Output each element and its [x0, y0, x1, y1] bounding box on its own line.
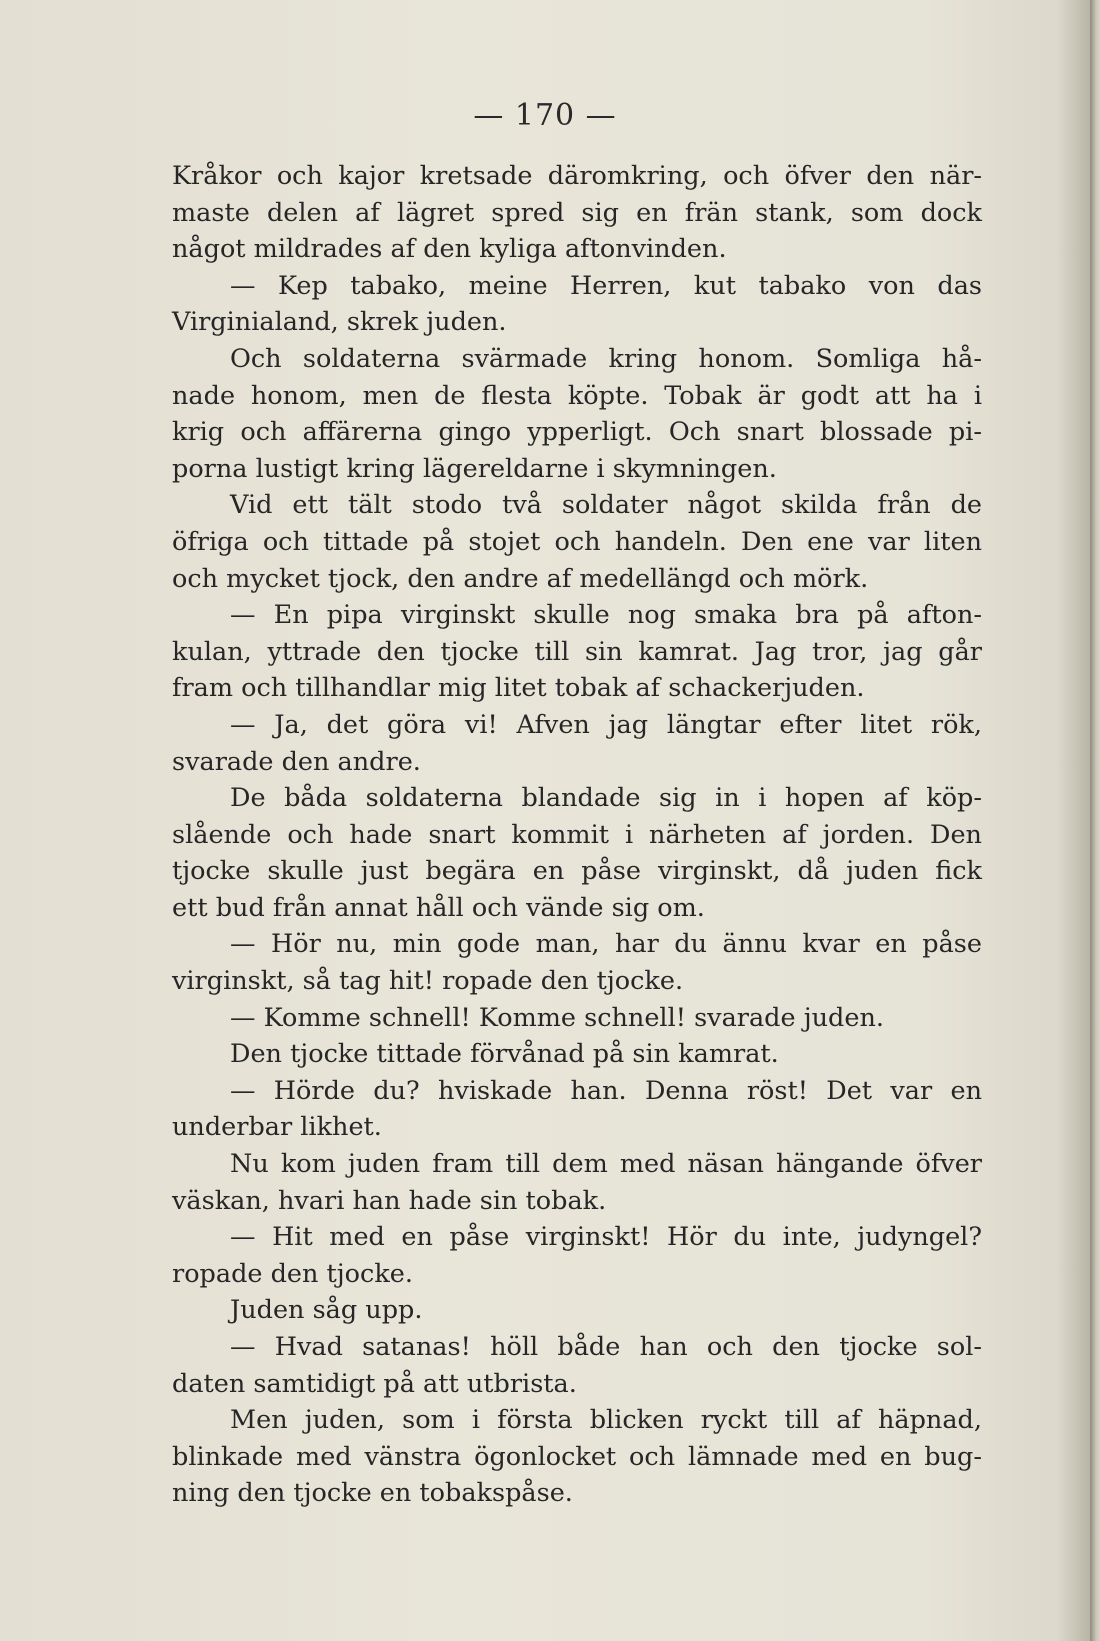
- text-line: — Hörde du? hviskade han. Denna röst! Det var en: [230, 1075, 982, 1106]
- text-line: ett bud från annat håll och vände sig om.: [172, 892, 705, 923]
- text-line: — Hvad satanas! höll både han och den tjocke sol-: [230, 1332, 982, 1362]
- text-line: — En pipa virginskt skulle nog smaka bra på afton-: [230, 600, 982, 631]
- text-line: — Hör nu, min gode man, har du ännu kvar en påse: [230, 929, 982, 960]
- text-line: krig och affärerna gingo ypperligt. Och snart blossade pi-: [172, 417, 982, 448]
- text-line: Och soldaterna svärmade kring honom. Somliga hå-: [230, 343, 982, 374]
- text-line: ropade den tjocke.: [172, 1258, 413, 1289]
- text-line: kulan, yttrade den tjocke till sin kamrat. Jag tror, jag går: [172, 636, 982, 667]
- page-number: — 170 —: [473, 98, 617, 133]
- text-line: virginskt, så tag hit! ropade den tjocke.: [172, 966, 684, 997]
- text-line: — Kep tabako, meine Herren, kut tabako von das: [230, 270, 982, 301]
- text-line: — Komme schnell! Komme schnell! svarade juden.: [230, 1002, 884, 1033]
- text-line: och mycket tjock, den andre af medellängd och mörk.: [172, 563, 869, 594]
- text-line: öfriga och tittade på stojet och handeln. Den ene var liten: [172, 526, 982, 557]
- text-line: Nu kom juden fram till dem med näsan hängande öfver: [230, 1149, 982, 1180]
- text-line: Vid ett tält stodo två soldater något skilda från de: [230, 490, 982, 521]
- text-line: något mildrades af den kyliga aftonvinden.: [172, 234, 727, 265]
- body-text: [172, 158, 982, 1512]
- text-line: fram och tillhandlar mig litet tobak af schackerjuden.: [172, 673, 865, 704]
- text-line: tjocke skulle just begära en påse virginskt, då juden fick: [172, 856, 982, 887]
- text-line: porna lustigt kring lägereldarne i skymningen.: [172, 453, 777, 484]
- text-line: blinkade med vänstra ögonlocket och lämnade med en bug-: [172, 1441, 982, 1472]
- page-edge: [1090, 0, 1100, 1641]
- text-line: daten samtidigt på att utbrista.: [172, 1368, 577, 1399]
- text-line: — Ja, det göra vi! Afven jag längtar efter litet rök,: [230, 709, 982, 740]
- text-line: De båda soldaterna blandade sig in i hopen af köp-: [230, 783, 982, 814]
- text-line: Virginialand, skrek juden.: [172, 307, 507, 338]
- text-line: maste delen af lägret spred sig en frän stank, som dock: [172, 197, 982, 228]
- text-line: slående och hade snart kommit i närheten af jorden. Den: [172, 819, 982, 850]
- text-line: nade honom, men de flesta köpte. Tobak är godt att ha i: [172, 380, 982, 411]
- text-line: Men juden, som i första blicken ryckt till af häpnad,: [230, 1405, 982, 1436]
- text-line: ning den tjocke en tobakspåse.: [172, 1478, 573, 1509]
- text-line: — Hit med en påse virginskt! Hör du inte, judyngel?: [230, 1222, 982, 1253]
- text-line: Kråkor och kajor kretsade däromkring, och öfver den när-: [172, 161, 982, 191]
- text-line: underbar likhet.: [172, 1112, 382, 1143]
- text-line: Den tjocke tittade förvånad på sin kamrat.: [230, 1039, 779, 1070]
- text-line: svarade den andre.: [172, 746, 421, 777]
- text-line: väskan, hvari han hade sin tobak.: [172, 1185, 607, 1216]
- text-line: Juden såg upp.: [230, 1295, 423, 1326]
